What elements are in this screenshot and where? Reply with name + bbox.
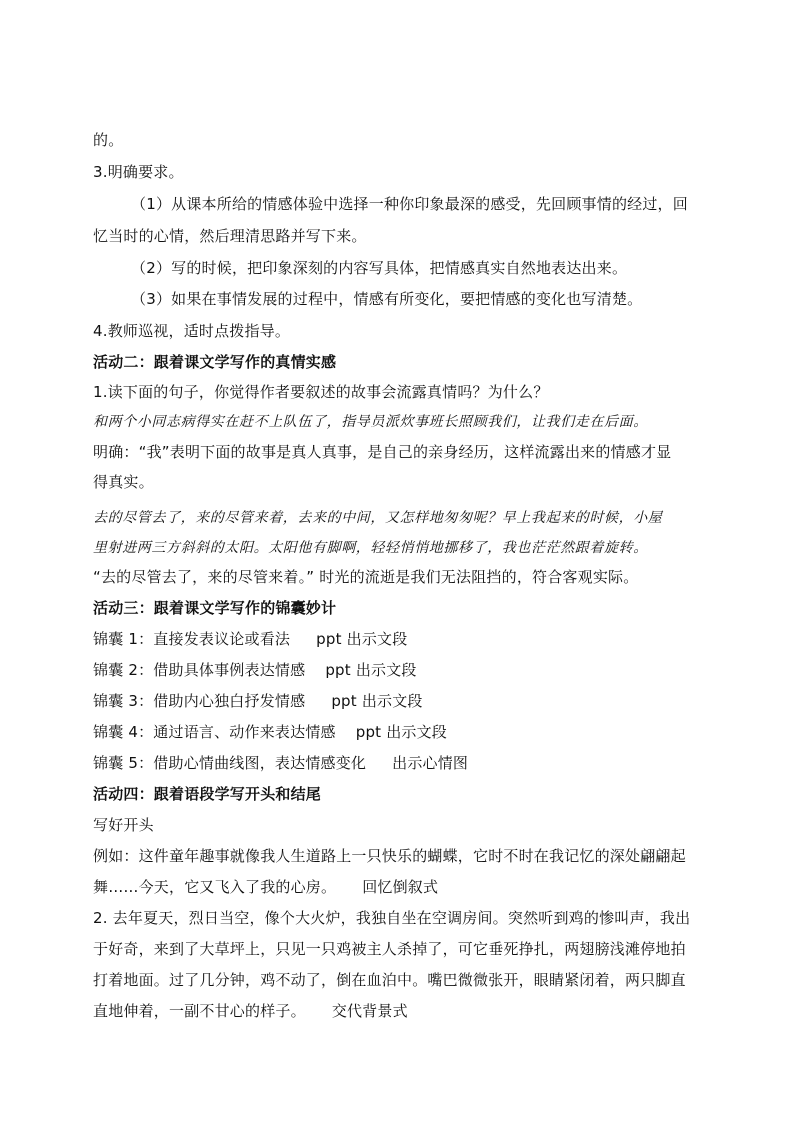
- tip-5: [93, 753, 723, 773]
- example-1-line-1: 例如：这件童年趣事就像我人生道路上一只快乐的蝴蝶，它时不时在我记忆的深处翩翩起: [93, 847, 686, 865]
- text-line: 的。: [93, 131, 124, 149]
- clarification-line-1: 明确：“我”表明下面的故事是真人真事，是自己的亲身经历，这样流露出来的情感才显: [93, 443, 672, 461]
- quote-2-analysis: “去的尽管去了，来的尽管来着。” 时光的流逝是我们无法阻挡的，符合客观实际。: [93, 568, 639, 586]
- example-2-text: 直地伸着，一副不甘心的样子。: [93, 1002, 306, 1020]
- tip-4: [93, 722, 723, 742]
- tip-label: 锦囊 3：借助内心独白抒发情感: [93, 692, 306, 710]
- example-1-text: 舞……今天，它又飞入了我的心房。: [93, 878, 337, 896]
- step-4: 4.教师巡视，适时点拨指导。: [93, 322, 291, 340]
- tip-label: 锦囊 2：借助具体事例表达情感: [93, 661, 306, 679]
- example-2-line-3: 打着地面。过了几分钟，鸡不动了，倒在血泊中。嘴巴微微张开，眼睛紧闭着，两只脚直: [93, 971, 686, 989]
- tip-note: ppt 出示文段: [355, 723, 448, 741]
- activity-3-heading: 活动三：跟着课文学写作的锦囊妙计: [93, 599, 337, 617]
- step-3-heading: 3.明确要求。: [93, 163, 184, 181]
- example-2-line-2: 于好奇，来到了大草坪上，只见一只鸡被主人杀掉了，可它垂死挣扎，两翅膀浅滩停地拍: [93, 940, 686, 958]
- activity-2-heading: 活动二：跟着课文学写作的真情实感: [93, 353, 337, 371]
- activity-4-heading: 活动四：跟着语段学写开头和结尾: [93, 785, 322, 803]
- tip-note: ppt 出示文段: [325, 661, 417, 679]
- example-1-type: 回忆倒叙式: [362, 878, 439, 896]
- example-1-line-2: [93, 877, 723, 897]
- tip-3: [93, 691, 723, 711]
- example-2-line-1: 2. 去年夏天，烈日当空，像个大火炉，我独自坐在空调房间。突然听到鸡的惨叫声，我出: [93, 909, 691, 927]
- quote-1: 和两个小同志病得实在赶不上队伍了，指导员派炊事班长照顾我们，让我们走在后面。: [93, 414, 648, 430]
- quote-2-line-1: 去的尽管去了，来的尽管来着，去来的中间，又怎样地匆匆呢？早上我起来的时候，小屋: [93, 510, 663, 526]
- tip-note: ppt 出示文段: [316, 630, 408, 648]
- example-2-type: 交代背景式: [331, 1002, 408, 1020]
- requirement-1-line-1: （1）从课本所给的情感体验中选择一种你印象最深的感受，先回顾事情的经过，回: [131, 195, 688, 213]
- tip-label: 锦囊 1：直接发表议论或看法: [93, 630, 291, 648]
- tip-label: 锦囊 5：借助心情曲线图，表达情感变化: [93, 754, 367, 772]
- requirement-3: （3）如果在事情发展的过程中，情感有所变化，要把情感的变化也写清楚。: [131, 290, 643, 308]
- requirement-1-line-2: 忆当时的心情，然后理清思路并写下来。: [93, 227, 367, 245]
- tip-2: [93, 660, 723, 680]
- quote-2-line-2: 里射进两三方斜斜的太阳。太阳他有脚啊，轻轻悄悄地挪移了，我也茫茫然跟着旋转。: [93, 540, 648, 556]
- clarification-line-2: 得真实。: [93, 473, 154, 491]
- tip-1: [93, 629, 723, 649]
- question-1: 1.读下面的句子，你觉得作者要叙述的故事会流露真情吗？为什么？: [93, 383, 549, 401]
- subheading-opening: 写好开头: [93, 816, 154, 834]
- tip-note: ppt 出示文段: [331, 692, 423, 710]
- tip-label: 锦囊 4：通过语言、动作来表达情感: [93, 723, 336, 741]
- tip-note: 出示心情图: [392, 754, 469, 772]
- requirement-2: （2）写的时候，把印象深刻的内容写具体，把情感真实自然地表达出来。: [131, 259, 628, 277]
- example-2-line-4: [93, 1001, 723, 1021]
